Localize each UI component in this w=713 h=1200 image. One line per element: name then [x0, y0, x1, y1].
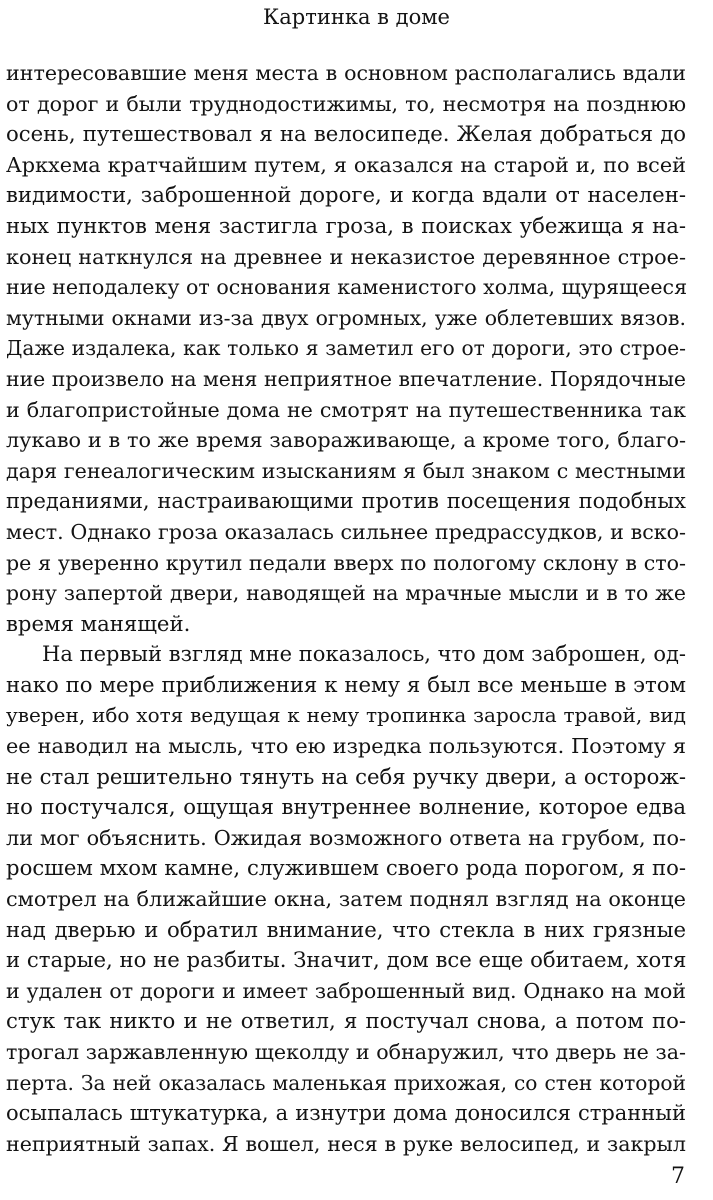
text-line: мест. Однако гроза оказалась сильнее предрассудков, и вско- — [6, 519, 686, 544]
body-text — [6, 58, 686, 1159]
text-line: ных пунктов меня застигла гроза, в поисках убежища я на- — [6, 212, 686, 238]
text-line: преданиями, настраивающими против посещения подобных — [6, 489, 686, 514]
text-line: неприятный запах. Я вошел, неся в руке велосипед, и закрыл — [6, 1131, 686, 1156]
text-line: над дверью и обратил внимание, что стекла в них грязные — [6, 916, 686, 942]
running-header: Картинка в доме — [263, 5, 450, 29]
text-line: и благопристойные дома не смотрят на путешественника так — [6, 397, 686, 422]
text-line: Даже издалека, как только я заметил его от дороги, это строе- — [6, 336, 686, 361]
text-line: стук так никто и не ответил, я постучал снова, а потом по- — [6, 1008, 686, 1034]
page-number: 7 — [671, 1164, 685, 1189]
text-line: ре я уверенно крутил педали вверх по пологому склону в сто- — [6, 550, 686, 575]
text-line: перта. За ней оказалась маленькая прихожая, со стен которой — [6, 1070, 686, 1095]
paragraph — [6, 58, 686, 639]
text-line: конец наткнулся на древнее и неказистое деревянное строе- — [6, 244, 686, 269]
text-line: нако по мере приближения к нему я был все меньше в этом — [6, 671, 686, 697]
text-line: ли мог объяснить. Ожидая возможного ответа на грубом, по- — [6, 825, 686, 850]
text-line: даря генеалогическим изысканиям я был знаком с местными — [6, 458, 686, 483]
text-line: интересовавшие меня места в основном располагались вдали — [6, 61, 686, 85]
paragraph — [6, 639, 686, 1159]
text-line: и старые, но не разбиты. Значит, дом все еще обитаем, хотя — [6, 947, 687, 973]
text-line: осыпалась штукатурка, а изнутри дома доносился странный — [6, 1101, 686, 1126]
text-line: рону запертой двери, наводящей на мрачные мысли и в то же — [6, 581, 686, 606]
text-line: ние произвело на меня неприятное впечатление. Порядочные — [6, 366, 686, 391]
text-line: ние неподалеку от основания каменистого холма, щурящееся — [6, 275, 688, 300]
text-line: лукаво и в то же время завораживающе, а кроме того, благо- — [6, 428, 686, 453]
text-line: и удален от дороги и имеет заброшенный вид. Однако на мой — [6, 978, 686, 1003]
text-line: трогал заржавленную щеколду и обнаружил, что дверь не за- — [6, 1040, 686, 1064]
text-line: уверен, ибо хотя ведущая к нему тропинка заросла травой, вид — [6, 703, 686, 728]
text-line: но постучался, ощущая внутреннее волнение, которое едва — [6, 794, 686, 820]
text-line: время манящей. — [6, 610, 191, 636]
text-line: видимости, заброшенной дороге, и когда вдали от населен- — [6, 182, 686, 208]
text-line: росшем мхом камне, служившем своего рода порогом, я по- — [6, 855, 686, 881]
text-line: от дорог и были труднодостижимы, то, несмотря на позднюю — [6, 91, 686, 116]
text-line: не стал решительно тянуть на себя ручку двери, а осторож- — [6, 763, 686, 789]
text-line: осень, путешествовал я на велосипеде. Желая добраться до — [6, 121, 686, 147]
text-line: мутными окнами из-за двух огромных, уже облетевших вязов. — [6, 305, 686, 330]
text-line: ее наводил на мысль, что ею изредка пользуются. Поэтому я — [6, 734, 686, 759]
text-line: На первый взгляд мне показалось, что дом заброшен, од- — [42, 642, 686, 667]
text-line: Аркхема кратчайшим путем, я оказался на старой и, по всей — [6, 152, 686, 177]
text-line: смотрел на ближайшие окна, затем поднял взгляд на оконце — [6, 887, 686, 912]
